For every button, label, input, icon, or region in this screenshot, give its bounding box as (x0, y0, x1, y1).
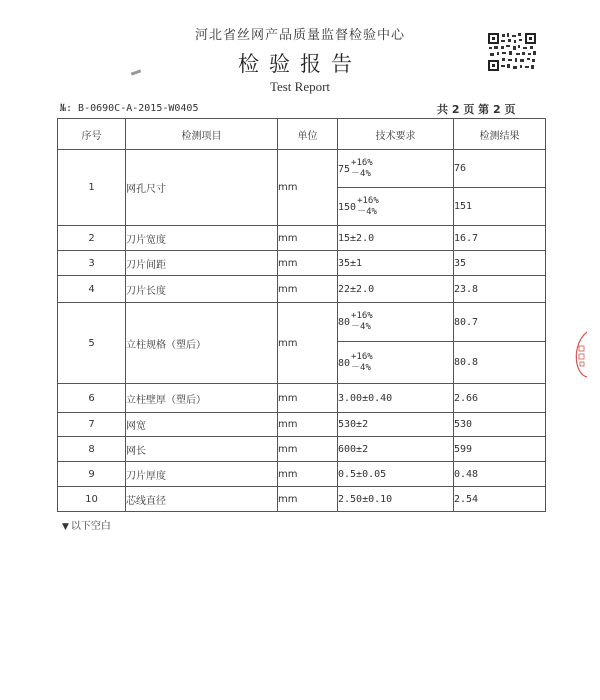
row-result: 35 (454, 251, 546, 276)
table-row (58, 462, 546, 487)
row-item: 网孔尺寸 (126, 150, 278, 226)
table-row (58, 150, 546, 188)
seal-stamp-icon (573, 330, 589, 378)
row-item: 刀片长度 (126, 276, 278, 303)
tolerance (357, 196, 379, 218)
row-unit: mm (278, 437, 338, 462)
row-result: 151 (454, 188, 546, 226)
table-row (58, 226, 546, 251)
requirement-base: 75 (338, 163, 351, 175)
row-requirement (338, 303, 454, 342)
row-result: 16.7 (454, 226, 546, 251)
table-row (58, 413, 546, 437)
tolerance-lower: －4% (351, 168, 371, 179)
tolerance-lower: －4% (351, 322, 371, 332)
row-item: 网宽 (126, 413, 278, 437)
table-row (58, 303, 546, 342)
row-result: 80.7 (454, 303, 546, 342)
requirement-base: 150 (338, 201, 357, 213)
row-unit: mm (278, 413, 338, 437)
row-result: 76 (454, 150, 546, 188)
row-number: 1 (58, 150, 126, 226)
tolerance-lower: －4% (351, 362, 371, 373)
tolerance-upper: +16% (351, 157, 373, 168)
row-result: 599 (454, 437, 546, 462)
row-item: 刀片宽度 (126, 226, 278, 251)
row-requirement: 600±2 (338, 437, 454, 462)
row-item: 立柱规格（塑后） (126, 303, 278, 384)
table-row (58, 251, 546, 276)
requirement-base: 80 (338, 317, 351, 328)
row-number: 6 (58, 384, 126, 413)
row-result: 530 (454, 413, 546, 437)
row-requirement: 15±2.0 (338, 226, 454, 251)
row-unit: mm (278, 303, 338, 384)
row-result: 0.48 (454, 462, 546, 487)
requirement-base: 80 (338, 357, 351, 369)
row-unit: mm (278, 462, 338, 487)
row-result: 80.8 (454, 342, 546, 384)
row-requirement (338, 342, 454, 384)
row-requirement: 0.5±0.05 (338, 462, 454, 487)
row-unit: mm (278, 150, 338, 226)
page-subtitle: Test Report (269, 79, 331, 94)
tolerance (351, 158, 373, 180)
table-row (58, 437, 546, 462)
qr-code-icon (487, 32, 537, 72)
row-number: 3 (58, 251, 126, 276)
row-item: 芯线直径 (126, 487, 278, 512)
results-table (57, 118, 546, 512)
row-item: 网长 (126, 437, 278, 462)
page-title: 检验报告 (238, 52, 362, 76)
row-requirement: 3.00±0.40 (338, 384, 454, 413)
row-number: 7 (58, 413, 126, 437)
row-unit: mm (278, 487, 338, 512)
row-requirement (338, 150, 454, 188)
row-item: 立柱壁厚（塑后） (126, 384, 278, 413)
row-item: 刀片厚度 (126, 462, 278, 487)
footnote-mark: ▼ (62, 522, 69, 532)
row-requirement (338, 188, 454, 226)
tolerance (351, 352, 373, 374)
row-requirement: 2.50±0.10 (338, 487, 454, 512)
header-requirement: 技术要求 (338, 119, 454, 150)
tolerance (351, 311, 373, 333)
row-number: 2 (58, 226, 126, 251)
row-item: 刀片间距 (126, 251, 278, 276)
table-header-row (58, 119, 546, 150)
table-row (58, 487, 546, 512)
row-number: 10 (58, 487, 126, 512)
organization-name: 河北省丝网产品质量监督检验中心 (194, 28, 405, 43)
tolerance-upper: +16% (351, 311, 373, 321)
header-item: 检测项目 (126, 119, 278, 150)
row-result: 23.8 (454, 276, 546, 303)
row-number: 4 (58, 276, 126, 303)
header-result: 检测结果 (454, 119, 546, 150)
row-unit: mm (278, 226, 338, 251)
table-row (58, 384, 546, 413)
row-requirement: 35±1 (338, 251, 454, 276)
header-unit: 单位 (278, 119, 338, 150)
row-requirement: 530±2 (338, 413, 454, 437)
row-result: 2.66 (454, 384, 546, 413)
tolerance-upper: +16% (351, 351, 373, 362)
tolerance-lower: －4% (357, 206, 377, 217)
row-number: 5 (58, 303, 126, 384)
table-row (58, 276, 546, 303)
row-unit: mm (278, 251, 338, 276)
tolerance-upper: +16% (357, 195, 379, 206)
row-unit: mm (278, 384, 338, 413)
footnote-text: 以下空白 (70, 521, 111, 532)
page-info: 共 2 页 第 2 页 (437, 103, 516, 116)
footnote (62, 517, 111, 532)
row-number: 8 (58, 437, 126, 462)
row-unit: mm (278, 276, 338, 303)
row-requirement: 22±2.0 (338, 276, 454, 303)
row-number: 9 (58, 462, 126, 487)
report-number: №: B-0690C-A-2015-W0405 (60, 103, 199, 114)
header-no: 序号 (58, 119, 126, 150)
row-result: 2.54 (454, 487, 546, 512)
